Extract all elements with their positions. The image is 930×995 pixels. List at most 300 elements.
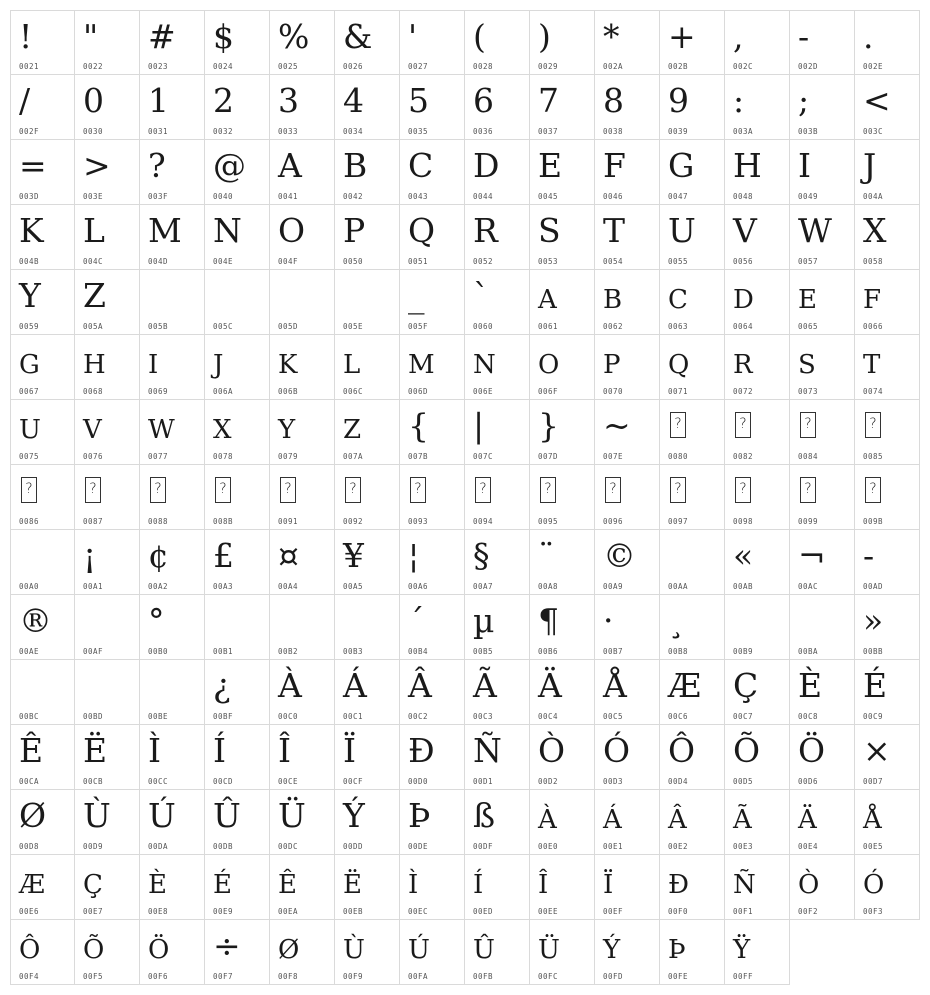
- glyph-cell: [595, 595, 660, 660]
- glyph-code: 002B: [668, 62, 689, 71]
- glyph-char: Î: [278, 731, 292, 770]
- glyph-cell: [400, 920, 465, 985]
- glyph-char: -: [798, 17, 810, 56]
- glyph-code: 0046: [603, 192, 624, 201]
- glyph-char: »: [863, 601, 884, 640]
- glyph-cell: [335, 660, 400, 725]
- glyph-cell: [400, 400, 465, 465]
- glyph-cell: [335, 140, 400, 205]
- glyph-cell: [465, 205, 530, 270]
- missing-glyph-box: ?: [670, 477, 686, 503]
- glyph-code: 00DA: [148, 842, 169, 851]
- glyph-char: X: [863, 211, 887, 250]
- glyph-char: Y: [19, 276, 41, 315]
- glyph-code: 0031: [148, 127, 169, 136]
- glyph-code: 00E5: [863, 842, 884, 851]
- glyph-code: 0056: [733, 257, 754, 266]
- glyph-code: 0054: [603, 257, 624, 266]
- glyph-code: 006F: [538, 387, 559, 396]
- glyph-code: 003B: [798, 127, 819, 136]
- glyph-code: 002A: [603, 62, 624, 71]
- glyph-code: 00FB: [473, 972, 494, 981]
- glyph-code: 00B7: [603, 647, 624, 656]
- glyph-char: ~: [603, 406, 631, 445]
- glyph-char: D: [733, 285, 754, 315]
- glyph-cell: [270, 595, 335, 660]
- glyph-code: 004F: [278, 257, 299, 266]
- glyph-code: 0097: [668, 517, 689, 526]
- glyph-char: T: [603, 211, 626, 250]
- glyph-code: 0059: [19, 322, 40, 331]
- glyph-cell: [75, 725, 140, 790]
- glyph-code: 0095: [538, 517, 559, 526]
- glyph-code: 00E6: [19, 907, 40, 916]
- glyph-code: 00CF: [343, 777, 364, 786]
- glyph-char: Á: [343, 666, 367, 705]
- glyph-cell: [855, 725, 920, 790]
- glyph-char: Ù: [83, 796, 111, 835]
- glyph-char: T: [863, 350, 881, 380]
- glyph-char: S: [538, 211, 561, 250]
- glyph-code: 0025: [278, 62, 299, 71]
- glyph-char: È: [148, 870, 167, 900]
- glyph-cell: [465, 595, 530, 660]
- glyph-char: Î: [538, 870, 549, 900]
- glyph-cell: [335, 920, 400, 985]
- glyph-cell: [855, 140, 920, 205]
- glyph-char: }: [538, 406, 559, 445]
- glyph-char: O: [538, 350, 560, 380]
- glyph-code: 0060: [473, 322, 494, 331]
- glyph-cell: [140, 270, 205, 335]
- glyph-char: Å: [863, 805, 882, 835]
- glyph-code: 0044: [473, 192, 494, 201]
- glyph-char: J: [213, 350, 224, 380]
- glyph-char: %: [278, 17, 310, 56]
- glyph-cell: [270, 920, 335, 985]
- glyph-code: 00AE: [19, 647, 40, 656]
- glyph-code: 0080: [668, 452, 689, 461]
- glyph-char: Ú: [148, 796, 176, 835]
- glyph-cell: [270, 140, 335, 205]
- glyph-char: <: [863, 81, 891, 120]
- glyph-cell: [465, 660, 530, 725]
- glyph-cell: [530, 10, 595, 75]
- glyph-char: M: [408, 350, 435, 380]
- glyph-code: 00A6: [408, 582, 429, 591]
- glyph-code: 0042: [343, 192, 364, 201]
- glyph-cell: [270, 855, 335, 920]
- glyph-code: 00CA: [19, 777, 40, 786]
- glyph-code: 00E2: [668, 842, 689, 851]
- glyph-code: 003E: [83, 192, 104, 201]
- glyph-code: 00EA: [278, 907, 299, 916]
- glyph-cell: [725, 75, 790, 140]
- glyph-cell: [270, 10, 335, 75]
- glyph-char: Ô: [668, 731, 696, 770]
- glyph-code: 00E1: [603, 842, 624, 851]
- glyph-char: 0: [83, 81, 104, 120]
- glyph-char: ¸: [668, 601, 685, 640]
- glyph-cell: [725, 205, 790, 270]
- glyph-cell: [140, 140, 205, 205]
- glyph-code: 00A5: [343, 582, 364, 591]
- glyph-cell: [855, 660, 920, 725]
- glyph-cell: [10, 10, 75, 75]
- glyph-code: 0033: [278, 127, 299, 136]
- glyph-code: 00E4: [798, 842, 819, 851]
- glyph-cell: [205, 530, 270, 595]
- glyph-code: 0072: [733, 387, 754, 396]
- glyph-cell: [725, 725, 790, 790]
- glyph-cell: [205, 465, 270, 530]
- glyph-char: .: [863, 17, 874, 56]
- glyph-code: 002C: [733, 62, 754, 71]
- glyph-char: I: [148, 350, 159, 380]
- glyph-cell: [530, 725, 595, 790]
- glyph-code: 0021: [19, 62, 40, 71]
- glyph-cell: [595, 530, 660, 595]
- glyph-cell: [790, 140, 855, 205]
- glyph-cell: [335, 75, 400, 140]
- glyph-cell: [10, 725, 75, 790]
- glyph-cell: [140, 530, 205, 595]
- glyph-cell: [595, 10, 660, 75]
- glyph-char: Ó: [603, 731, 631, 770]
- glyph-cell: [790, 270, 855, 335]
- glyph-code: 00CD: [213, 777, 234, 786]
- glyph-code: 00C9: [863, 712, 884, 721]
- glyph-cell: [855, 530, 920, 595]
- glyph-char: ×: [863, 731, 891, 770]
- glyph-code: 0071: [668, 387, 689, 396]
- glyph-code: 0094: [473, 517, 494, 526]
- glyph-code: 00C4: [538, 712, 559, 721]
- glyph-char: Ü: [278, 796, 306, 835]
- glyph-char: Ó: [863, 870, 885, 900]
- glyph-code: 00E7: [83, 907, 104, 916]
- glyph-cell: [790, 660, 855, 725]
- glyph-cell: [530, 660, 595, 725]
- glyph-cell: [660, 10, 725, 75]
- glyph-char: Â: [408, 666, 432, 705]
- glyph-char: È: [798, 666, 823, 705]
- glyph-char: E: [798, 285, 817, 315]
- glyph-code: 00B5: [473, 647, 494, 656]
- missing-glyph-box: ?: [800, 477, 816, 503]
- missing-glyph-box: ?: [735, 477, 751, 503]
- glyph-char: #: [148, 17, 176, 56]
- glyph-cell: [530, 530, 595, 595]
- glyph-code: 00D4: [668, 777, 689, 786]
- glyph-cell: [270, 790, 335, 855]
- glyph-code: 0052: [473, 257, 494, 266]
- glyph-cell: [790, 75, 855, 140]
- glyph-char: H: [733, 146, 762, 185]
- glyph-cell: [205, 140, 270, 205]
- glyph-code: 00B1: [213, 647, 234, 656]
- glyph-char: *: [603, 17, 620, 56]
- glyph-char: L: [343, 350, 361, 380]
- glyph-code: 002E: [863, 62, 884, 71]
- glyph-code: 00B2: [278, 647, 299, 656]
- glyph-cell: [335, 530, 400, 595]
- glyph-code: 00C5: [603, 712, 624, 721]
- glyph-char: P: [343, 211, 366, 250]
- glyph-cell: [530, 465, 595, 530]
- glyph-char: Ý: [343, 796, 365, 835]
- glyph-cell: [855, 790, 920, 855]
- glyph-cell: [725, 465, 790, 530]
- glyph-code: 00D9: [83, 842, 104, 851]
- glyph-code: 00D7: [863, 777, 884, 786]
- glyph-code: 0063: [668, 322, 689, 331]
- glyph-char: :: [733, 81, 745, 120]
- glyph-char: ,: [733, 17, 744, 56]
- glyph-char: S: [798, 350, 816, 380]
- glyph-cell: [660, 595, 725, 660]
- glyph-code: 0099: [798, 517, 819, 526]
- glyph-cell: [790, 595, 855, 660]
- glyph-cell: [790, 855, 855, 920]
- glyph-char: Ù: [343, 935, 365, 965]
- glyph-code: 00F4: [19, 972, 40, 981]
- glyph-cell: [205, 595, 270, 660]
- glyph-cell: [595, 140, 660, 205]
- glyph-code: 0078: [213, 452, 234, 461]
- glyph-code: 00DE: [408, 842, 429, 851]
- glyph-code: 0057: [798, 257, 819, 266]
- glyph-char: ÷: [213, 926, 241, 965]
- glyph-code: 0092: [343, 517, 364, 526]
- glyph-code: 0037: [538, 127, 559, 136]
- glyph-cell: [660, 75, 725, 140]
- glyph-cell: [725, 790, 790, 855]
- glyph-cell: [465, 335, 530, 400]
- glyph-char: P: [603, 350, 621, 380]
- glyph-cell: [270, 270, 335, 335]
- glyph-char: Ú: [408, 935, 430, 965]
- glyph-char: 2: [213, 81, 234, 120]
- glyph-cell: [140, 205, 205, 270]
- glyph-char: ;: [798, 81, 810, 120]
- glyph-char: M: [148, 211, 182, 250]
- glyph-code: 004C: [83, 257, 104, 266]
- glyph-code: 00DD: [343, 842, 364, 851]
- glyph-code: 005F: [408, 322, 429, 331]
- glyph-char: Æ: [668, 666, 702, 705]
- glyph-cell: [335, 465, 400, 530]
- glyph-cell: [465, 790, 530, 855]
- glyph-code: 005D: [278, 322, 299, 331]
- glyph-char: R: [733, 350, 753, 380]
- glyph-char: ?: [148, 146, 166, 185]
- glyph-cell: [205, 660, 270, 725]
- glyph-char: W: [798, 211, 832, 250]
- glyph-cell: [335, 335, 400, 400]
- glyph-code: 00D2: [538, 777, 559, 786]
- glyph-code: 00FF: [733, 972, 754, 981]
- glyph-code: 0045: [538, 192, 559, 201]
- glyph-char: G: [19, 350, 40, 380]
- glyph-code: 0043: [408, 192, 429, 201]
- glyph-code: 007C: [473, 452, 494, 461]
- glyph-cell: [10, 140, 75, 205]
- glyph-char: Å: [603, 666, 627, 705]
- glyph-code: 00F5: [83, 972, 104, 981]
- glyph-char: 6: [473, 81, 494, 120]
- glyph-cell: [595, 790, 660, 855]
- glyph-code: 00B8: [668, 647, 689, 656]
- glyph-code: 00D1: [473, 777, 494, 786]
- glyph-char: Í: [213, 731, 227, 770]
- glyph-cell: [465, 530, 530, 595]
- glyph-cell: [400, 660, 465, 725]
- glyph-cell: [205, 10, 270, 75]
- glyph-code: 00FD: [603, 972, 624, 981]
- glyph-code: 0024: [213, 62, 234, 71]
- glyph-code: 007B: [408, 452, 429, 461]
- glyph-code: 004B: [19, 257, 40, 266]
- glyph-code: 0058: [863, 257, 884, 266]
- glyph-code: 0065: [798, 322, 819, 331]
- missing-glyph-box: ?: [670, 412, 686, 438]
- glyph-code: 00ED: [473, 907, 494, 916]
- glyph-char: F: [603, 146, 626, 185]
- glyph-code: 00CC: [148, 777, 169, 786]
- glyph-code: 00AB: [733, 582, 754, 591]
- glyph-code: 0096: [603, 517, 624, 526]
- glyph-char: Õ: [83, 935, 105, 965]
- glyph-cell: [725, 855, 790, 920]
- missing-glyph-box: ?: [605, 477, 621, 503]
- glyph-cell: [790, 400, 855, 465]
- glyph-char: J: [863, 146, 877, 185]
- glyph-cell: [660, 660, 725, 725]
- glyph-cell: [400, 335, 465, 400]
- glyph-code: 00FE: [668, 972, 689, 981]
- glyph-char: !: [19, 17, 33, 56]
- glyph-cell: [75, 205, 140, 270]
- glyph-cell: [855, 335, 920, 400]
- glyph-code: 00CE: [278, 777, 299, 786]
- glyph-code: 005C: [213, 322, 234, 331]
- glyph-cell: [660, 205, 725, 270]
- glyph-code: 0098: [733, 517, 754, 526]
- glyph-code: 00DC: [278, 842, 299, 851]
- glyph-char: V: [733, 211, 757, 250]
- glyph-cell: [75, 790, 140, 855]
- glyph-code: 003D: [19, 192, 40, 201]
- glyph-code: 00A4: [278, 582, 299, 591]
- glyph-code: 0066: [863, 322, 884, 331]
- glyph-code: 0050: [343, 257, 364, 266]
- glyph-cell: [270, 75, 335, 140]
- glyph-char: 3: [278, 81, 299, 120]
- glyph-cell: [75, 10, 140, 75]
- glyph-char: 8: [603, 81, 624, 120]
- glyph-code: 00EB: [343, 907, 364, 916]
- glyph-char: Ä: [538, 666, 562, 705]
- glyph-char: ·: [603, 601, 614, 640]
- glyph-char: 4: [343, 81, 364, 120]
- missing-glyph-box: ?: [150, 477, 166, 503]
- glyph-code: 0069: [148, 387, 169, 396]
- glyph-char: §: [473, 536, 490, 575]
- glyph-code: 00AC: [798, 582, 819, 591]
- glyph-cell: [400, 205, 465, 270]
- glyph-cell: [725, 10, 790, 75]
- glyph-char: Ñ: [733, 870, 756, 900]
- glyph-cell: [465, 75, 530, 140]
- glyph-cell: [790, 205, 855, 270]
- glyph-code: 00D5: [733, 777, 754, 786]
- glyph-cell: [465, 10, 530, 75]
- glyph-code: 008B: [213, 517, 234, 526]
- glyph-code: 00FC: [538, 972, 559, 981]
- glyph-cell: [855, 10, 920, 75]
- glyph-code: 0093: [408, 517, 429, 526]
- glyph-code: 0062: [603, 322, 624, 331]
- glyph-cell: [205, 205, 270, 270]
- glyph-code: 00E8: [148, 907, 169, 916]
- glyph-code: 00C2: [408, 712, 429, 721]
- glyph-code: 00A2: [148, 582, 169, 591]
- glyph-code: 006E: [473, 387, 494, 396]
- glyph-char: Q: [408, 211, 436, 250]
- glyph-cell: [335, 400, 400, 465]
- glyph-code: 0032: [213, 127, 234, 136]
- glyph-code: 00B0: [148, 647, 169, 656]
- glyph-code: 0077: [148, 452, 169, 461]
- missing-glyph-box: ?: [21, 477, 37, 503]
- glyph-char: À: [278, 666, 302, 705]
- glyph-cell: [465, 270, 530, 335]
- glyph-char: R: [473, 211, 498, 250]
- glyph-code: 0026: [343, 62, 364, 71]
- glyph-cell: [140, 855, 205, 920]
- glyph-cell: [595, 205, 660, 270]
- glyph-cell: [270, 530, 335, 595]
- glyph-code: 0041: [278, 192, 299, 201]
- glyph-code: 00B6: [538, 647, 559, 656]
- glyph-char: Ê: [278, 870, 297, 900]
- glyph-code: 003A: [733, 127, 754, 136]
- glyph-code: 00F9: [343, 972, 364, 981]
- glyph-cell: [400, 270, 465, 335]
- glyph-char: Ÿ: [733, 935, 751, 965]
- glyph-cell: [660, 790, 725, 855]
- glyph-code: 0035: [408, 127, 429, 136]
- glyph-code: 00F1: [733, 907, 754, 916]
- glyph-cell: [75, 920, 140, 985]
- glyph-char: |: [473, 406, 485, 445]
- glyph-code: 0028: [473, 62, 494, 71]
- glyph-char: (: [473, 17, 486, 56]
- glyph-cell: [660, 725, 725, 790]
- glyph-cell: [400, 465, 465, 530]
- glyph-code: 0051: [408, 257, 429, 266]
- glyph-char: Ç: [83, 870, 103, 900]
- glyph-code: 00E9: [213, 907, 234, 916]
- glyph-code: 006B: [278, 387, 299, 396]
- glyph-code: 002F: [19, 127, 40, 136]
- glyph-code: 0085: [863, 452, 884, 461]
- glyph-code: 0049: [798, 192, 819, 201]
- glyph-char: K: [278, 350, 298, 380]
- glyph-char: Ê: [19, 731, 44, 770]
- glyph-char: Z: [83, 276, 106, 315]
